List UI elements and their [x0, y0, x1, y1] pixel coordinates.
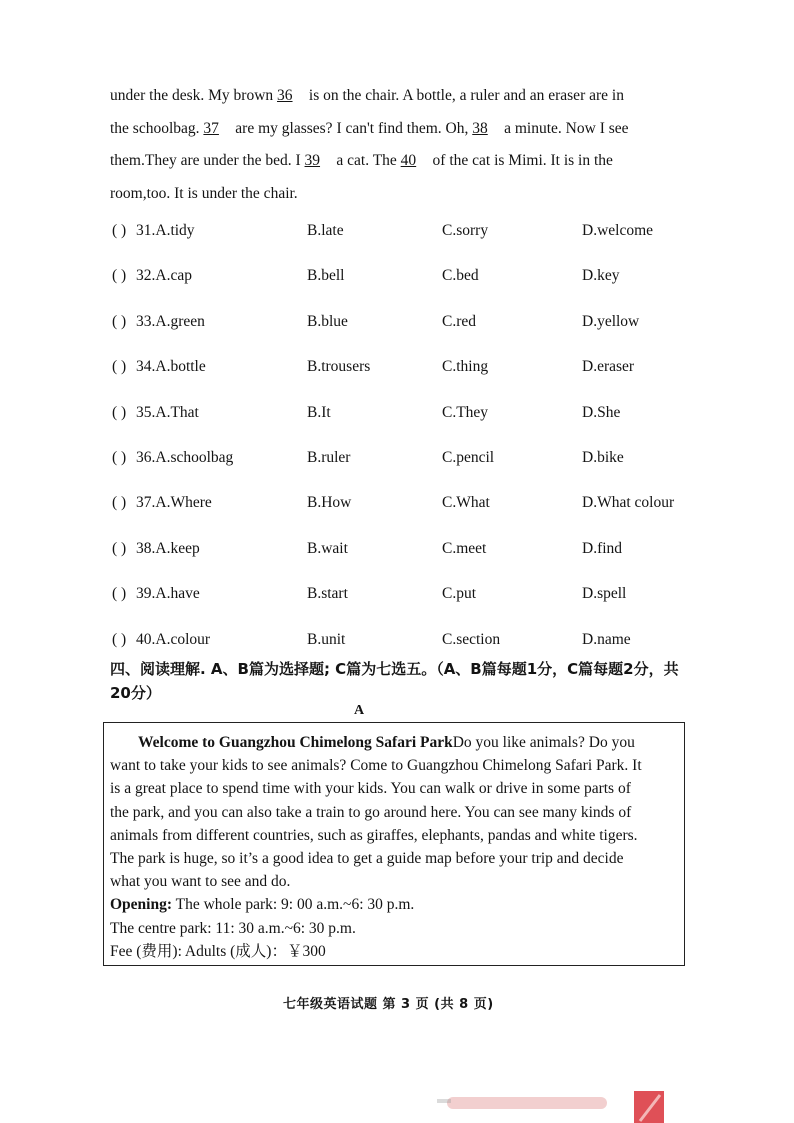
answer-bracket[interactable]: ( )	[112, 448, 127, 466]
smudge-stroke	[437, 1099, 451, 1103]
passage-text: a minute. Now I see	[500, 119, 629, 137]
opening-whole-park: The whole park: 9: 00 a.m.~6: 30 p.m.	[172, 896, 415, 914]
centre-park-hours: The centre park: 11: 30 a.m.~6: 30 p.m.	[110, 919, 356, 937]
option-d: D.welcome	[582, 222, 654, 239]
ad-heading: Welcome to Guangzhou Chimelong Safari Park	[138, 734, 453, 751]
option-c: C.red	[442, 312, 477, 330]
option-c: C.put	[442, 585, 477, 603]
part-label: A	[354, 703, 365, 718]
page-footer: 七年级英语试题 第 3 页 (共 8 页)	[283, 997, 494, 1012]
opening-hours	[110, 893, 688, 916]
passage-line-4: room,too. It is under the chair.	[110, 184, 298, 202]
answer-bracket[interactable]: ( )	[112, 585, 127, 603]
section-heading: 四、阅读理解. A、B篇为选择题; C篇为七选五。（A、B篇每题1分，C篇每题2分，共20分）	[110, 660, 679, 702]
option-d: D.eraser	[582, 358, 635, 376]
smudge-stroke	[447, 1097, 607, 1109]
question-35	[112, 400, 692, 445]
option-c: C.section	[442, 630, 501, 648]
ad-line-3: is a great place to spend time with your kids. You can walk or drive in some parts of	[110, 780, 631, 798]
option-b: B.It	[307, 403, 331, 421]
opening-label: Opening:	[110, 896, 173, 914]
option-c: C.thing	[442, 358, 489, 376]
option-b: B.wait	[307, 539, 348, 557]
ad-line-7: what you want to see and do.	[110, 873, 291, 891]
ad-line-1	[110, 731, 688, 754]
option-b: B.How	[307, 494, 352, 512]
option-b: B.trousers	[307, 358, 371, 376]
blank-37: 37	[203, 119, 219, 137]
option-a: 35.A.That	[136, 403, 199, 421]
blank-40: 40	[400, 152, 417, 169]
ad-line-2: want to take your kids to see animals? Come to Guangzhou Chimelong Safari Park. It	[110, 757, 642, 775]
option-a: 39.A.have	[136, 585, 200, 603]
question-31	[112, 218, 692, 263]
cloze-passage	[110, 80, 690, 210]
question-36	[112, 445, 692, 490]
question-37	[112, 490, 692, 535]
cloze-options	[112, 218, 692, 672]
ad-text: Do you like animals? Do you	[452, 734, 635, 751]
option-a: 36.A.schoolbag	[136, 448, 234, 466]
passage-text: is on the chair. A bottle, a ruler and an eraser are in	[305, 87, 624, 104]
passage-text: them.They are under the bed. I	[110, 152, 305, 169]
blank-39: 39	[304, 152, 321, 169]
answer-bracket[interactable]: ( )	[112, 630, 127, 648]
answer-bracket[interactable]: ( )	[112, 539, 127, 557]
option-a: 38.A.keep	[136, 539, 200, 557]
option-c: C.They	[442, 403, 489, 421]
option-b: B.start	[307, 585, 348, 603]
option-c: C.pencil	[442, 448, 495, 466]
question-33	[112, 309, 692, 354]
question-34	[112, 354, 692, 399]
option-d: D.She	[582, 403, 621, 421]
ad-line-6: The park is huge, so it’s a good idea to get a guide map before your trip and decide	[110, 850, 624, 868]
option-d: D.What colour	[582, 494, 675, 512]
option-d: D.yellow	[582, 312, 640, 330]
option-d: D.spell	[582, 585, 627, 603]
option-b: B.unit	[307, 630, 346, 648]
option-a: 40.A.colour	[136, 630, 211, 648]
option-a: 31.A.tidy	[136, 222, 195, 239]
question-38	[112, 536, 692, 581]
passage-text: a cat. The	[332, 152, 401, 169]
scan-smudge	[437, 1093, 617, 1113]
option-d: D.name	[582, 630, 631, 648]
answer-bracket[interactable]: ( )	[112, 267, 127, 285]
option-a: 37.A.Where	[136, 494, 212, 512]
passage-line-2	[110, 113, 690, 146]
passage-text: the schoolbag.	[110, 119, 204, 137]
option-b: B.bell	[307, 267, 345, 285]
answer-bracket[interactable]: ( )	[112, 222, 127, 239]
ad-line-5: animals from different countries, such as giraffes, elephants, pandas and white tigers.	[110, 826, 638, 844]
passage-text: are my glasses? I can't find them. Oh,	[231, 119, 473, 137]
passage-line-3	[110, 145, 690, 178]
option-c: C.What	[442, 494, 490, 512]
admission-fee: Fee (费用): Adults (成人)：￥300	[110, 942, 326, 960]
option-c: C.bed	[442, 267, 479, 285]
scan-mark	[632, 1091, 666, 1123]
passage-line-1	[110, 80, 690, 113]
ad-line-4: the park, and you can also take a train to go around here. You can see many kinds of	[110, 803, 632, 821]
option-c: C.meet	[442, 539, 487, 557]
option-d: D.find	[582, 539, 623, 557]
reading-passage-text	[110, 731, 688, 963]
question-32	[112, 263, 692, 308]
answer-bracket[interactable]: ( )	[112, 494, 127, 512]
blank-36: 36	[277, 87, 293, 104]
option-b: B.late	[307, 222, 344, 239]
answer-bracket[interactable]: ( )	[112, 358, 127, 376]
answer-bracket[interactable]: ( )	[112, 312, 127, 330]
option-a: 32.A.cap	[136, 267, 192, 285]
question-39	[112, 581, 692, 626]
option-a: 34.A.bottle	[136, 358, 206, 376]
option-d: D.key	[582, 267, 620, 285]
passage-text: of the cat is Mimi. It is in the	[428, 152, 613, 169]
option-a: 33.A.green	[136, 312, 205, 330]
option-c: C.sorry	[442, 222, 489, 239]
option-d: D.bike	[582, 448, 624, 466]
option-b: B.ruler	[307, 448, 351, 466]
blank-38: 38	[472, 119, 488, 137]
passage-text: under the desk. My brown	[110, 87, 278, 104]
answer-bracket[interactable]: ( )	[112, 403, 127, 421]
option-b: B.blue	[307, 312, 348, 330]
